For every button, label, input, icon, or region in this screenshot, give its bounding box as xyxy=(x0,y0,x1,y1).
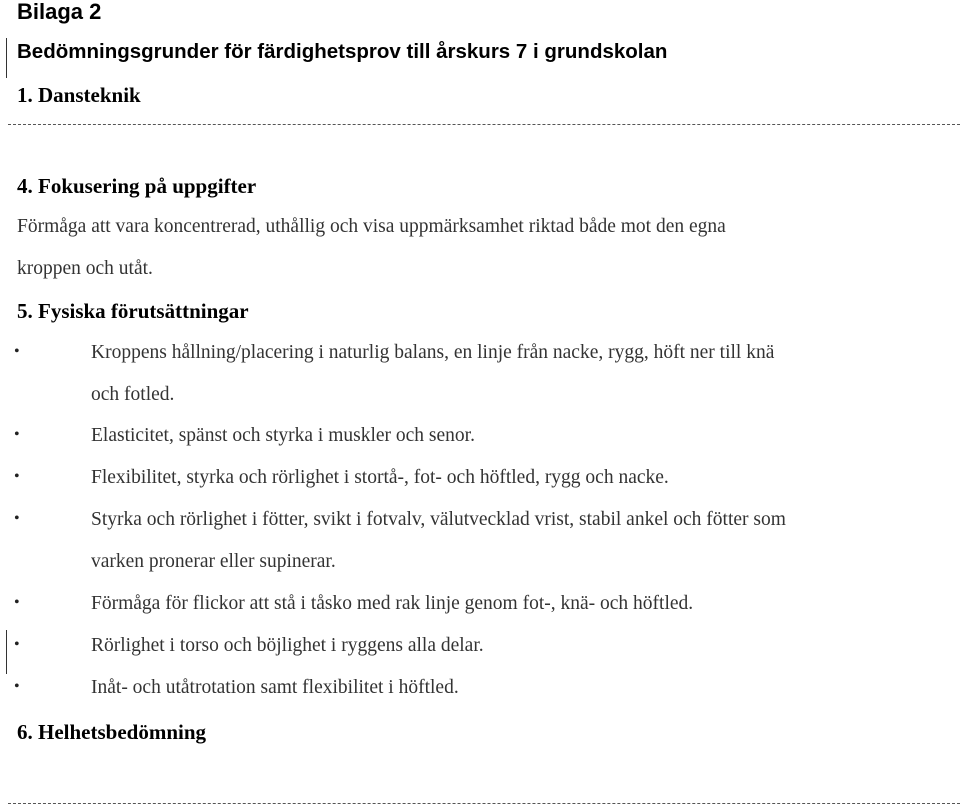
bullet-marker: • xyxy=(14,468,20,485)
bullet-4-line-2: varken pronerar eller supinerar. xyxy=(91,551,336,572)
bullet-2-line-1: Elasticitet, spänst och styrka i muskler och senor. xyxy=(91,425,475,446)
bullet-5-line-1: Förmåga för flickor att stå i tåsko med rak linje genom fot-, knä- och höftled. xyxy=(91,593,694,614)
section-4-heading: 4. Fokusering på uppgifter xyxy=(17,174,257,198)
bullet-marker: • xyxy=(14,426,20,443)
bullet-marker: • xyxy=(14,343,20,360)
section-1-heading: 1. Dansteknik xyxy=(17,83,141,107)
bullet-7-line-1: Inåt- och utåtrotation samt flexibilitet i höftled. xyxy=(91,677,459,698)
section-4-text-line-1: Förmåga att vara koncentrerad, uthållig och visa uppmärksamhet riktad både mot den egna xyxy=(17,216,726,237)
bullet-4-line-1: Styrka och rörlighet i fötter, svikt i fotvalv, välutvecklad vrist, stabil ankel och fötter som xyxy=(91,509,786,530)
change-bar-top xyxy=(6,38,7,78)
bullet-3-line-1: Flexibilitet, styrka och rörlighet i stortå-, fot- och höftled, rygg och nacke. xyxy=(91,467,669,488)
bullet-marker: • xyxy=(14,678,20,695)
bullet-1-line-1: Kroppens hållning/placering i naturlig balans, en linje från nacke, rygg, höft ner till knä xyxy=(91,342,775,363)
bullet-6-line-1: Rörlighet i torso och böjlighet i ryggens alla delar. xyxy=(91,635,484,656)
section-6-heading: 6. Helhetsbedömning xyxy=(17,720,207,744)
bullet-marker: • xyxy=(14,636,20,653)
bullet-marker: • xyxy=(14,510,20,527)
change-bar-bottom xyxy=(6,630,7,674)
dashed-separator-top xyxy=(8,124,960,125)
appendix-label: Bilaga 2 xyxy=(17,0,102,24)
dashed-separator-bottom xyxy=(8,803,960,804)
section-5-heading: 5. Fysiska förutsättningar xyxy=(17,299,249,323)
bullet-marker: • xyxy=(14,594,20,611)
bullet-1-line-2: och fotled. xyxy=(91,384,175,405)
section-4-text-line-2: kroppen och utåt. xyxy=(17,258,153,279)
document-title: Bedömningsgrunder för färdighetsprov till årskurs 7 i grundskolan xyxy=(17,40,668,63)
